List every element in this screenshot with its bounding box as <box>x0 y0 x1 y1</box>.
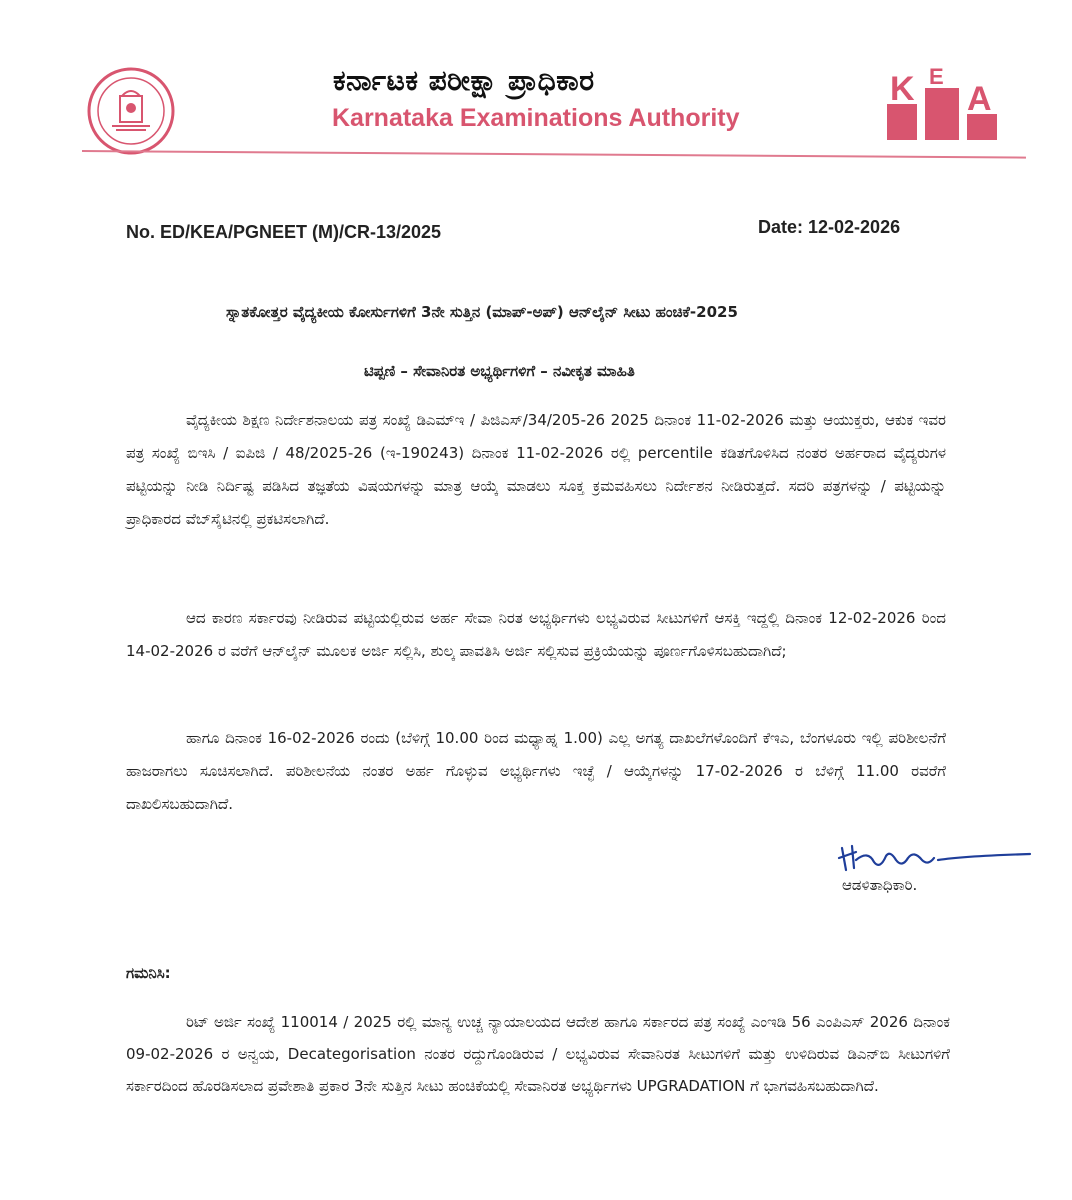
karnataka-seal-icon <box>86 66 176 156</box>
org-name-english: Karnataka Examinations Authority <box>332 104 740 132</box>
kea-logo-text: K <box>890 70 915 108</box>
reference-number: No. ED/KEA/PGNEET (M)/CR-13/2025 <box>126 222 442 242</box>
svg-text:E: E <box>929 68 944 89</box>
body-paragraph-2: ಆದ ಕಾರಣ ಸರ್ಕಾರವು ನೀಡಿರುವ ಪಟ್ಟಿಯಲ್ಲಿರುವ ಅರ್ಹ ಸೇವಾ ನಿರತ ಅಭ್ಯರ್ಥಿಗಳು ಲಭ್ಯವಿರುವ ಸೀಟುಗಳಿಗೆ ಆಸಕ್ತಿ ಇದ್ದಲ್ಲಿ ದಿನಾಂಕ 12-02-2026 ರಿಂದ 14-02-2026 ರ ವರೆಗೆ ಆನ್‌ಲೈನ್ ಮೂಲಕ ಅರ್ಜಿ ಸಲ್ಲಿಸಿ, ಶುಲ್ಕ ಪಾವತಿಸಿ ಅರ್ಜಿ ಸಲ್ಲಿಸುವ ಪ್ರಕ್ರಿಯೆಯನ್ನು ಪೂರ್ಣಗೊಳಿಸಬಹುದಾಗಿದೆ; <box>126 609 946 660</box>
body-paragraph-1: ವೈದ್ಯಕೀಯ ಶಿಕ್ಷಣ ನಿರ್ದೇಶನಾಲಯ ಪತ್ರ ಸಂಖ್ಯೆ ಡಿಎಮ್‌ಇ / ಪಿಜಿಎಸ್/34/205-26 2025 ದಿನಾಂಕ 11-02-2026 ಮತ್ತು ಆಯುಕ್ತರು, ಆಕುಕ ಇವರ ಪತ್ರ ಸಂಖ್ಯೆ ಬಿಇಸಿ / ಐಪಿಜಿ / 48/2025-26 (ಇ-190243) ದಿನಾಂಕ 11-02-2026 ರಲ್ಲಿ percentile ಕಡಿತಗೊಳಿಸಿದ ನಂತರ ಅರ್ಹರಾದ ವೈದ್ಯರುಗಳ ಪಟ್ಟಿಯನ್ನು ನೀಡಿ ನಿರ್ದಿಷ್ಟ ಪಡಿಸಿದ ತಜ್ಞತೆಯ ವಿಷಯಗಳನ್ನು ಮಾತ್ರ ಆಯ್ಕೆ ಮಾಡಲು ಸೂಕ್ತ ಕ್ರಮವಹಿಸಲು ನಿರ್ದೇಶನ ನೀಡಿರುತ್ತದೆ. ಸದರಿ ಪತ್ರಗಳನ್ನು / ಪಟ್ಟಿಯನ್ನು ಪ್ರಾಧಿಕಾರದ ವೆಬ್‌ಸೈಟಿನಲ್ಲಿ ಪ್ರಕಟಿಸಲಾಗಿದೆ. <box>126 411 946 528</box>
note-paragraph: ರಿಟ್ ಅರ್ಜಿ ಸಂಖ್ಯೆ 110014 / 2025 ರಲ್ಲಿ ಮಾನ್ಯ ಉಚ್ಚ ನ್ಯಾಯಾಲಯದ ಆದೇಶ ಹಾಗೂ ಸರ್ಕಾರದ ಪತ್ರ ಸಂಖ್ಯೆ ಎಂಇಡಿ 56 ಎಂಪಿಎಸ್ 2026 ದಿನಾಂಕ 09-02-2026 ರ ಅನ್ವಯ, Decategorisation ನಂತರ ರದ್ದುಗೊಂಡಿರುವ / ಲಭ್ಯವಿರುವ ಸೇವಾನಿರತ ಸೀಟುಗಳಿಗೆ ಮತ್ತು ಉಳಿದಿರುವ ಡಿಎನ್‌ಬಿ ಸೀಟುಗಳಿಗೆ ಸರ್ಕಾರದಿಂದ ಹೊರಡಿಸಲಾದ ಪ್ರವೇಶಾತಿ ಪ್ರಕಾರ 3ನೇ ಸುತ್ತಿನ ಸೀಟು ಹಂಚಿಕೆಯಲ್ಲಿ ಸೇವಾನಿರತ ಅಭ್ಯರ್ಥಿಗಳು UPGRADATION ಗೆ ಭಾಗವಹಿಸಬಹುದಾಗಿದೆ. <box>126 1013 950 1095</box>
signatory-designation: ಆಡಳಿತಾಧಿಕಾರಿ. <box>842 876 918 894</box>
note-label: ಗಮನಿಸಿ: <box>126 964 171 982</box>
subject-line: ಸ್ನಾತಕೋತ್ತರ ವೈದ್ಯಕೀಯ ಕೋರ್ಸುಗಳಿಗೆ 3ನೇ ಸುತ್ತಿನ (ಮಾಪ್-ಅಪ್) ಆನ್‌ಲೈನ್ ಸೀಟು ಹಂಚಿಕೆ-2025 <box>226 303 738 321</box>
document-date: Date: 12-02-2026 <box>758 217 901 237</box>
org-name-kannada: ಕರ್ನಾಟಕ ಪರೀಕ್ಷಾ ಪ್ರಾಧಿಕಾರ <box>333 64 595 97</box>
body-paragraph-3: ಹಾಗೂ ದಿನಾಂಕ 16-02-2026 ರಂದು (ಬೆಳಿಗ್ಗೆ 10.00 ರಿಂದ ಮಧ್ಯಾಹ್ನ 1.00) ಎಲ್ಲ ಅಗತ್ಯ ದಾಖಲೆಗಳೊಂದಿಗೆ ಕೆಇಎ, ಬೆಂಗಳೂರು ಇಲ್ಲಿ ಪರಿಶೀಲನೆಗೆ ಹಾಜರಾಗಲು ಸೂಚಿಸಲಾಗಿದೆ. ಪರಿಶೀಲನೆಯ ನಂತರ ಅರ್ಹ ಗೊಳ್ಳುವ ಅಭ್ಯರ್ಥಿಗಳು ಇಚ್ಛೆ / ಆಯ್ಕೆಗಳನ್ನು 17-02-2026 ರ ಬೆಳಿಗ್ಗೆ 11.00 ರವರೆಗೆ ದಾಖಲಿಸಬಹುದಾಗಿದೆ. <box>126 729 946 813</box>
sub-heading: ಟಿಪ್ಪಣಿ – ಸೇವಾನಿರತ ಅಭ್ಯರ್ಥಿಗಳಿಗೆ – ನವೀಕೃತ ಮಾಹಿತಿ <box>364 362 635 380</box>
header-divider <box>82 150 1026 159</box>
kea-logo <box>887 68 997 140</box>
svg-text:A: A <box>967 80 992 118</box>
